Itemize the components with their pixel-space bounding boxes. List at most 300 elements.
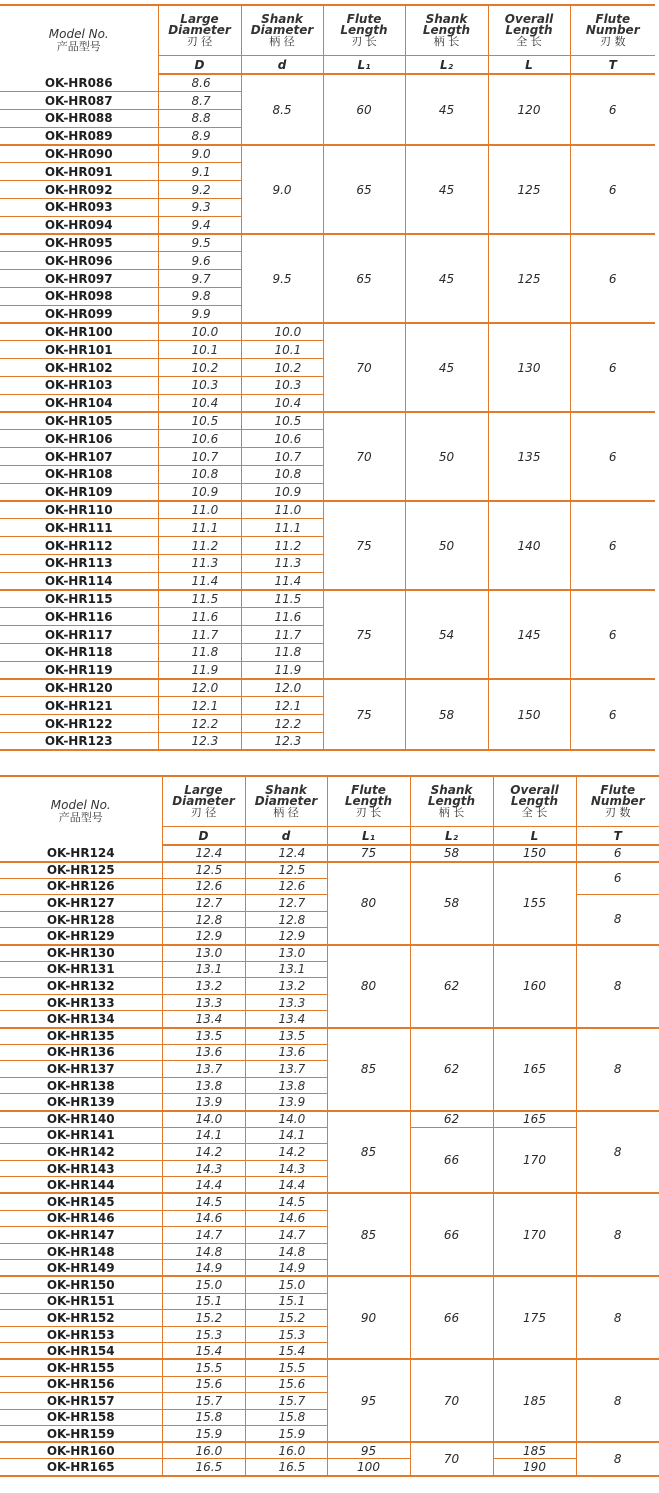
flute-number-cell: 8 xyxy=(576,1442,659,1475)
shank-length-cell: 62 xyxy=(410,945,493,1028)
shank-length-cell: 58 xyxy=(405,679,488,750)
model-number-cell: OK-HR138 xyxy=(0,1077,162,1094)
flute-number-cell: 8 xyxy=(576,1276,659,1359)
overall-length-cell: 165 xyxy=(493,1111,576,1128)
model-number-cell: OK-HR100 xyxy=(0,323,158,341)
model-number-cell: OK-HR086 xyxy=(0,74,158,92)
model-number-cell: OK-HR103 xyxy=(0,377,158,395)
model-number-cell: OK-HR157 xyxy=(0,1393,162,1410)
overall-length-cell: 170 xyxy=(493,1127,576,1193)
large-diameter-cell: 14.0 xyxy=(162,1111,245,1128)
flute-length-cell: 75 xyxy=(323,501,405,590)
large-diameter-cell: 14.6 xyxy=(162,1210,245,1227)
model-number-cell: OK-HR141 xyxy=(0,1127,162,1144)
shank-diameter-cell: 14.2 xyxy=(245,1144,327,1161)
large-diameter-cell: 9.5 xyxy=(158,234,241,252)
shank-diameter-cell: 10.9 xyxy=(241,483,323,501)
shank-diameter-cell: 11.0 xyxy=(241,501,323,519)
model-number-cell: OK-HR122 xyxy=(0,715,158,733)
large-diameter-cell: 16.5 xyxy=(162,1459,245,1476)
large-diameter-cell: 14.8 xyxy=(162,1243,245,1260)
model-number-cell: OK-HR128 xyxy=(0,911,162,928)
shank-length-cell: 62 xyxy=(410,1028,493,1111)
shank-diameter-cell: 14.0 xyxy=(245,1111,327,1128)
shank-diameter-cell: 12.1 xyxy=(241,697,323,715)
large-diameter-cell: 13.6 xyxy=(162,1044,245,1061)
shank-diameter-cell: 13.3 xyxy=(245,994,327,1011)
large-diameter-cell: 11.1 xyxy=(158,519,241,537)
shank-diameter-cell: 10.0 xyxy=(241,323,323,341)
model-number-cell: OK-HR111 xyxy=(0,519,158,537)
large-diameter-cell: 15.5 xyxy=(162,1359,245,1376)
overall-length-cell: 175 xyxy=(493,1276,576,1359)
symbol-L: L xyxy=(493,827,576,846)
header-flute-number: Flute Number 刃 数 xyxy=(570,5,655,56)
large-diameter-cell: 13.3 xyxy=(162,994,245,1011)
large-diameter-cell: 9.1 xyxy=(158,163,241,181)
shank-length-cell: 50 xyxy=(405,412,488,501)
model-number-cell: OK-HR136 xyxy=(0,1044,162,1061)
header-model: Model No. 产品型号 xyxy=(0,5,158,74)
header-overall-length: Overall Length 全 长 xyxy=(493,776,576,827)
shank-diameter-cell: 12.0 xyxy=(241,679,323,697)
shank-diameter-cell: 12.9 xyxy=(245,928,327,945)
shank-length-cell: 45 xyxy=(405,145,488,234)
shank-length-cell: 45 xyxy=(405,234,488,323)
symbol-L: L xyxy=(488,56,570,75)
shank-diameter-cell: 15.4 xyxy=(245,1343,327,1360)
shank-diameter-cell: 12.6 xyxy=(245,878,327,895)
large-diameter-cell: 9.3 xyxy=(158,199,241,217)
flute-length-cell: 70 xyxy=(323,323,405,412)
flute-number-cell: 8 xyxy=(576,945,659,1028)
model-number-cell: OK-HR089 xyxy=(0,127,158,145)
flute-length-cell: 85 xyxy=(327,1028,410,1111)
model-number-cell: OK-HR099 xyxy=(0,305,158,323)
large-diameter-cell: 15.7 xyxy=(162,1393,245,1410)
flute-number-cell: 8 xyxy=(576,1193,659,1276)
table-row xyxy=(0,323,655,341)
shank-diameter-cell: 11.7 xyxy=(241,626,323,644)
model-number-cell: OK-HR106 xyxy=(0,430,158,448)
symbol-L1: L₁ xyxy=(327,827,410,846)
header-shank-length: Shank Length 柄 长 xyxy=(410,776,493,827)
flute-number-cell: 6 xyxy=(576,845,659,862)
model-number-cell: OK-HR129 xyxy=(0,928,162,945)
model-number-cell: OK-HR110 xyxy=(0,501,158,519)
model-number-cell: OK-HR153 xyxy=(0,1326,162,1343)
model-number-cell: OK-HR121 xyxy=(0,697,158,715)
large-diameter-cell: 10.9 xyxy=(158,483,241,501)
table-row xyxy=(0,945,659,962)
table-row xyxy=(0,501,655,519)
large-diameter-cell: 8.7 xyxy=(158,92,241,110)
large-diameter-cell: 12.2 xyxy=(158,715,241,733)
flute-length-cell: 60 xyxy=(323,74,405,145)
flute-length-cell: 75 xyxy=(327,845,410,862)
overall-length-cell: 130 xyxy=(488,323,570,412)
shank-diameter-cell: 13.1 xyxy=(245,961,327,978)
model-number-cell: OK-HR135 xyxy=(0,1028,162,1045)
shank-diameter-cell: 11.2 xyxy=(241,537,323,555)
model-number-cell: OK-HR151 xyxy=(0,1293,162,1310)
large-diameter-cell: 14.5 xyxy=(162,1193,245,1210)
large-diameter-cell: 12.3 xyxy=(158,732,241,750)
large-diameter-cell: 13.0 xyxy=(162,945,245,962)
shank-diameter-cell: 15.1 xyxy=(245,1293,327,1310)
header-large-diameter: Large Diameter 刃 径 xyxy=(158,5,241,56)
large-diameter-cell: 10.8 xyxy=(158,466,241,484)
shank-diameter-cell: 14.4 xyxy=(245,1177,327,1194)
flute-number-cell: 6 xyxy=(576,862,659,895)
large-diameter-cell: 10.4 xyxy=(158,394,241,412)
spec-table-2-body xyxy=(0,845,659,1476)
table-row xyxy=(0,145,655,163)
model-number-cell: OK-HR112 xyxy=(0,537,158,555)
model-number-cell: OK-HR150 xyxy=(0,1276,162,1293)
large-diameter-cell: 11.5 xyxy=(158,590,241,608)
shank-diameter-cell: 14.6 xyxy=(245,1210,327,1227)
header-overall-length: Overall Length 全 长 xyxy=(488,5,570,56)
header-shank-diameter: Shank Diameter 柄 径 xyxy=(241,5,323,56)
model-number-cell: OK-HR117 xyxy=(0,626,158,644)
shank-length-cell: 58 xyxy=(410,862,493,945)
flute-length-cell: 80 xyxy=(327,862,410,945)
model-number-cell: OK-HR108 xyxy=(0,466,158,484)
shank-diameter-cell: 16.0 xyxy=(245,1442,327,1459)
shank-diameter-cell: 10.4 xyxy=(241,394,323,412)
overall-length-cell: 140 xyxy=(488,501,570,590)
shank-diameter-cell: 14.9 xyxy=(245,1260,327,1277)
overall-length-cell: 170 xyxy=(493,1193,576,1276)
large-diameter-cell: 12.0 xyxy=(158,679,241,697)
model-number-cell: OK-HR114 xyxy=(0,572,158,590)
overall-length-cell: 150 xyxy=(493,845,576,862)
model-number-cell: OK-HR146 xyxy=(0,1210,162,1227)
shank-diameter-cell: 13.5 xyxy=(245,1028,327,1045)
shank-diameter-cell: 12.3 xyxy=(241,732,323,750)
table-row xyxy=(0,74,655,92)
table-row xyxy=(0,1276,659,1293)
overall-length-cell: 135 xyxy=(488,412,570,501)
shank-length-cell: 58 xyxy=(410,845,493,862)
model-number-cell: OK-HR154 xyxy=(0,1343,162,1360)
model-number-cell: OK-HR156 xyxy=(0,1376,162,1393)
shank-length-cell: 70 xyxy=(410,1442,493,1475)
flute-number-cell: 6 xyxy=(570,234,655,323)
model-number-cell: OK-HR158 xyxy=(0,1409,162,1426)
large-diameter-cell: 9.0 xyxy=(158,145,241,163)
model-number-cell: OK-HR090 xyxy=(0,145,158,163)
large-diameter-cell: 16.0 xyxy=(162,1442,245,1459)
large-diameter-cell: 15.4 xyxy=(162,1343,245,1360)
header-flute-length: Flute Length 刃 长 xyxy=(323,5,405,56)
shank-diameter-cell: 12.7 xyxy=(245,895,327,912)
model-number-cell: OK-HR092 xyxy=(0,181,158,199)
model-number-cell: OK-HR088 xyxy=(0,110,158,128)
large-diameter-cell: 10.1 xyxy=(158,341,241,359)
model-number-cell: OK-HR104 xyxy=(0,394,158,412)
flute-length-cell: 95 xyxy=(327,1442,410,1459)
flute-length-cell: 65 xyxy=(323,234,405,323)
flute-length-cell: 65 xyxy=(323,145,405,234)
symbol-d: d xyxy=(245,827,327,846)
large-diameter-cell: 15.2 xyxy=(162,1310,245,1327)
shank-diameter-cell: 12.2 xyxy=(241,715,323,733)
large-diameter-cell: 15.9 xyxy=(162,1426,245,1443)
model-number-cell: OK-HR149 xyxy=(0,1260,162,1277)
model-number-cell: OK-HR115 xyxy=(0,590,158,608)
large-diameter-cell: 15.3 xyxy=(162,1326,245,1343)
table-row xyxy=(0,679,655,697)
model-number-cell: OK-HR134 xyxy=(0,1011,162,1028)
header-flute-length: Flute Length 刃 长 xyxy=(327,776,410,827)
shank-length-cell: 70 xyxy=(410,1359,493,1442)
large-diameter-cell: 10.3 xyxy=(158,377,241,395)
shank-diameter-cell: 14.5 xyxy=(245,1193,327,1210)
large-diameter-cell: 12.9 xyxy=(162,928,245,945)
large-diameter-cell: 9.4 xyxy=(158,216,241,234)
flute-number-cell: 6 xyxy=(570,590,655,679)
large-diameter-cell: 14.4 xyxy=(162,1177,245,1194)
model-number-cell: OK-HR120 xyxy=(0,679,158,697)
flute-number-cell: 8 xyxy=(576,1111,659,1194)
flute-number-cell: 6 xyxy=(570,679,655,750)
shank-length-cell: 50 xyxy=(405,501,488,590)
header-flute-number: Flute Number 刃 数 xyxy=(576,776,659,827)
large-diameter-cell: 14.2 xyxy=(162,1144,245,1161)
shank-diameter-cell: 10.7 xyxy=(241,448,323,466)
shank-length-cell: 54 xyxy=(405,590,488,679)
model-number-cell: OK-HR098 xyxy=(0,288,158,306)
spec-table-1-body xyxy=(0,74,655,750)
overall-length-cell: 150 xyxy=(488,679,570,750)
shank-diameter-cell: 10.8 xyxy=(241,466,323,484)
flute-length-cell: 90 xyxy=(327,1276,410,1359)
large-diameter-cell: 9.9 xyxy=(158,305,241,323)
model-number-cell: OK-HR142 xyxy=(0,1144,162,1161)
large-diameter-cell: 12.5 xyxy=(162,862,245,879)
model-number-cell: OK-HR160 xyxy=(0,1442,162,1459)
model-number-cell: OK-HR165 xyxy=(0,1459,162,1476)
table-row xyxy=(0,1442,659,1459)
model-number-cell: OK-HR101 xyxy=(0,341,158,359)
shank-diameter-cell: 13.4 xyxy=(245,1011,327,1028)
large-diameter-cell: 10.5 xyxy=(158,412,241,430)
large-diameter-cell: 11.2 xyxy=(158,537,241,555)
large-diameter-cell: 9.2 xyxy=(158,181,241,199)
shank-diameter-cell: 14.7 xyxy=(245,1227,327,1244)
large-diameter-cell: 15.0 xyxy=(162,1276,245,1293)
table-row xyxy=(0,234,655,252)
flute-length-cell: 85 xyxy=(327,1193,410,1276)
header-row xyxy=(0,776,659,827)
model-number-cell: OK-HR137 xyxy=(0,1061,162,1078)
overall-length-cell: 125 xyxy=(488,234,570,323)
model-number-cell: OK-HR139 xyxy=(0,1094,162,1111)
large-diameter-cell: 11.9 xyxy=(158,661,241,679)
shank-diameter-cell: 10.6 xyxy=(241,430,323,448)
spec-table-2 xyxy=(0,775,659,1477)
shank-diameter-cell: 15.7 xyxy=(245,1393,327,1410)
large-diameter-cell: 11.7 xyxy=(158,626,241,644)
model-number-cell: OK-HR144 xyxy=(0,1177,162,1194)
flute-number-cell: 6 xyxy=(570,145,655,234)
large-diameter-cell: 14.9 xyxy=(162,1260,245,1277)
model-number-cell: OK-HR094 xyxy=(0,216,158,234)
shank-diameter-cell: 15.9 xyxy=(245,1426,327,1443)
large-diameter-cell: 15.8 xyxy=(162,1409,245,1426)
shank-diameter-cell: 13.6 xyxy=(245,1044,327,1061)
shank-length-cell: 66 xyxy=(410,1193,493,1276)
shank-diameter-cell: 13.0 xyxy=(245,945,327,962)
symbol-L2: L₂ xyxy=(410,827,493,846)
symbol-D: D xyxy=(162,827,245,846)
large-diameter-cell: 8.6 xyxy=(158,74,241,92)
header-row xyxy=(0,5,655,56)
shank-diameter-cell: 8.5 xyxy=(241,74,323,145)
shank-diameter-cell: 10.2 xyxy=(241,359,323,377)
shank-diameter-cell: 14.3 xyxy=(245,1160,327,1177)
large-diameter-cell: 10.7 xyxy=(158,448,241,466)
large-diameter-cell: 13.2 xyxy=(162,978,245,995)
shank-diameter-cell: 10.3 xyxy=(241,377,323,395)
flute-number-cell: 6 xyxy=(570,323,655,412)
overall-length-cell: 185 xyxy=(493,1359,576,1442)
model-number-cell: OK-HR087 xyxy=(0,92,158,110)
table-row xyxy=(0,845,659,862)
model-number-cell: OK-HR113 xyxy=(0,555,158,573)
model-number-cell: OK-HR109 xyxy=(0,483,158,501)
table-row xyxy=(0,1459,659,1476)
model-number-cell: OK-HR124 xyxy=(0,845,162,862)
flute-length-cell: 100 xyxy=(327,1459,410,1476)
large-diameter-cell: 13.1 xyxy=(162,961,245,978)
large-diameter-cell: 9.6 xyxy=(158,252,241,270)
large-diameter-cell: 13.7 xyxy=(162,1061,245,1078)
shank-diameter-cell: 14.8 xyxy=(245,1243,327,1260)
symbol-L2: L₂ xyxy=(405,56,488,75)
shank-diameter-cell: 11.6 xyxy=(241,608,323,626)
flute-number-cell: 6 xyxy=(570,412,655,501)
large-diameter-cell: 12.7 xyxy=(162,895,245,912)
large-diameter-cell: 13.9 xyxy=(162,1094,245,1111)
shank-length-cell: 45 xyxy=(405,323,488,412)
shank-diameter-cell: 12.5 xyxy=(245,862,327,879)
flute-length-cell: 95 xyxy=(327,1359,410,1442)
large-diameter-cell: 11.6 xyxy=(158,608,241,626)
table-row xyxy=(0,862,659,879)
model-number-cell: OK-HR140 xyxy=(0,1111,162,1128)
overall-length-cell: 120 xyxy=(488,74,570,145)
model-number-cell: OK-HR119 xyxy=(0,661,158,679)
large-diameter-cell: 14.7 xyxy=(162,1227,245,1244)
shank-diameter-cell: 10.1 xyxy=(241,341,323,359)
table-row xyxy=(0,590,655,608)
flute-length-cell: 70 xyxy=(323,412,405,501)
symbol-T: T xyxy=(576,827,659,846)
model-number-cell: OK-HR126 xyxy=(0,878,162,895)
shank-diameter-cell: 9.5 xyxy=(241,234,323,323)
large-diameter-cell: 11.3 xyxy=(158,555,241,573)
overall-length-cell: 155 xyxy=(493,862,576,945)
shank-diameter-cell: 16.5 xyxy=(245,1459,327,1476)
model-number-cell: OK-HR155 xyxy=(0,1359,162,1376)
model-number-cell: OK-HR148 xyxy=(0,1243,162,1260)
table-row xyxy=(0,1359,659,1376)
model-number-cell: OK-HR095 xyxy=(0,234,158,252)
shank-length-cell: 66 xyxy=(410,1127,493,1193)
shank-diameter-cell: 15.8 xyxy=(245,1409,327,1426)
header-model: Model No. 产品型号 xyxy=(0,776,162,845)
shank-length-cell: 62 xyxy=(410,1111,493,1128)
large-diameter-cell: 8.9 xyxy=(158,127,241,145)
shank-diameter-cell: 10.5 xyxy=(241,412,323,430)
shank-length-cell: 66 xyxy=(410,1276,493,1359)
flute-length-cell: 75 xyxy=(323,590,405,679)
model-number-cell: OK-HR118 xyxy=(0,644,158,662)
overall-length-cell: 145 xyxy=(488,590,570,679)
header-shank-diameter: Shank Diameter 柄 径 xyxy=(245,776,327,827)
shank-length-cell: 45 xyxy=(405,74,488,145)
table-row xyxy=(0,1193,659,1210)
symbol-d: d xyxy=(241,56,323,75)
large-diameter-cell: 12.6 xyxy=(162,878,245,895)
large-diameter-cell: 10.6 xyxy=(158,430,241,448)
shank-diameter-cell: 14.1 xyxy=(245,1127,327,1144)
flute-number-cell: 8 xyxy=(576,895,659,945)
flute-length-cell: 75 xyxy=(323,679,405,750)
flute-number-cell: 6 xyxy=(570,501,655,590)
model-number-cell: OK-HR159 xyxy=(0,1426,162,1443)
large-diameter-cell: 14.1 xyxy=(162,1127,245,1144)
shank-diameter-cell: 13.2 xyxy=(245,978,327,995)
large-diameter-cell: 12.1 xyxy=(158,697,241,715)
large-diameter-cell: 13.4 xyxy=(162,1011,245,1028)
model-number-cell: OK-HR145 xyxy=(0,1193,162,1210)
flute-length-cell: 85 xyxy=(327,1111,410,1194)
model-number-cell: OK-HR116 xyxy=(0,608,158,626)
model-number-cell: OK-HR127 xyxy=(0,895,162,912)
shank-diameter-cell: 15.0 xyxy=(245,1276,327,1293)
model-number-cell: OK-HR130 xyxy=(0,945,162,962)
symbol-T: T xyxy=(570,56,655,75)
overall-length-cell: 125 xyxy=(488,145,570,234)
shank-diameter-cell: 12.4 xyxy=(245,845,327,862)
model-number-cell: OK-HR131 xyxy=(0,961,162,978)
shank-diameter-cell: 15.2 xyxy=(245,1310,327,1327)
model-number-cell: OK-HR132 xyxy=(0,978,162,995)
large-diameter-cell: 15.6 xyxy=(162,1376,245,1393)
model-number-cell: OK-HR102 xyxy=(0,359,158,377)
header-shank-length: Shank Length 柄 长 xyxy=(405,5,488,56)
header-large-diameter: Large Diameter 刃 径 xyxy=(162,776,245,827)
large-diameter-cell: 12.4 xyxy=(162,845,245,862)
large-diameter-cell: 9.8 xyxy=(158,288,241,306)
model-number-cell: OK-HR123 xyxy=(0,732,158,750)
shank-diameter-cell: 13.8 xyxy=(245,1077,327,1094)
shank-diameter-cell: 15.6 xyxy=(245,1376,327,1393)
model-number-cell: OK-HR107 xyxy=(0,448,158,466)
shank-diameter-cell: 11.1 xyxy=(241,519,323,537)
shank-diameter-cell: 15.5 xyxy=(245,1359,327,1376)
flute-number-cell: 8 xyxy=(576,1359,659,1442)
model-number-cell: OK-HR091 xyxy=(0,163,158,181)
large-diameter-cell: 8.8 xyxy=(158,110,241,128)
large-diameter-cell: 10.0 xyxy=(158,323,241,341)
flute-number-cell: 6 xyxy=(570,74,655,145)
model-number-cell: OK-HR125 xyxy=(0,862,162,879)
